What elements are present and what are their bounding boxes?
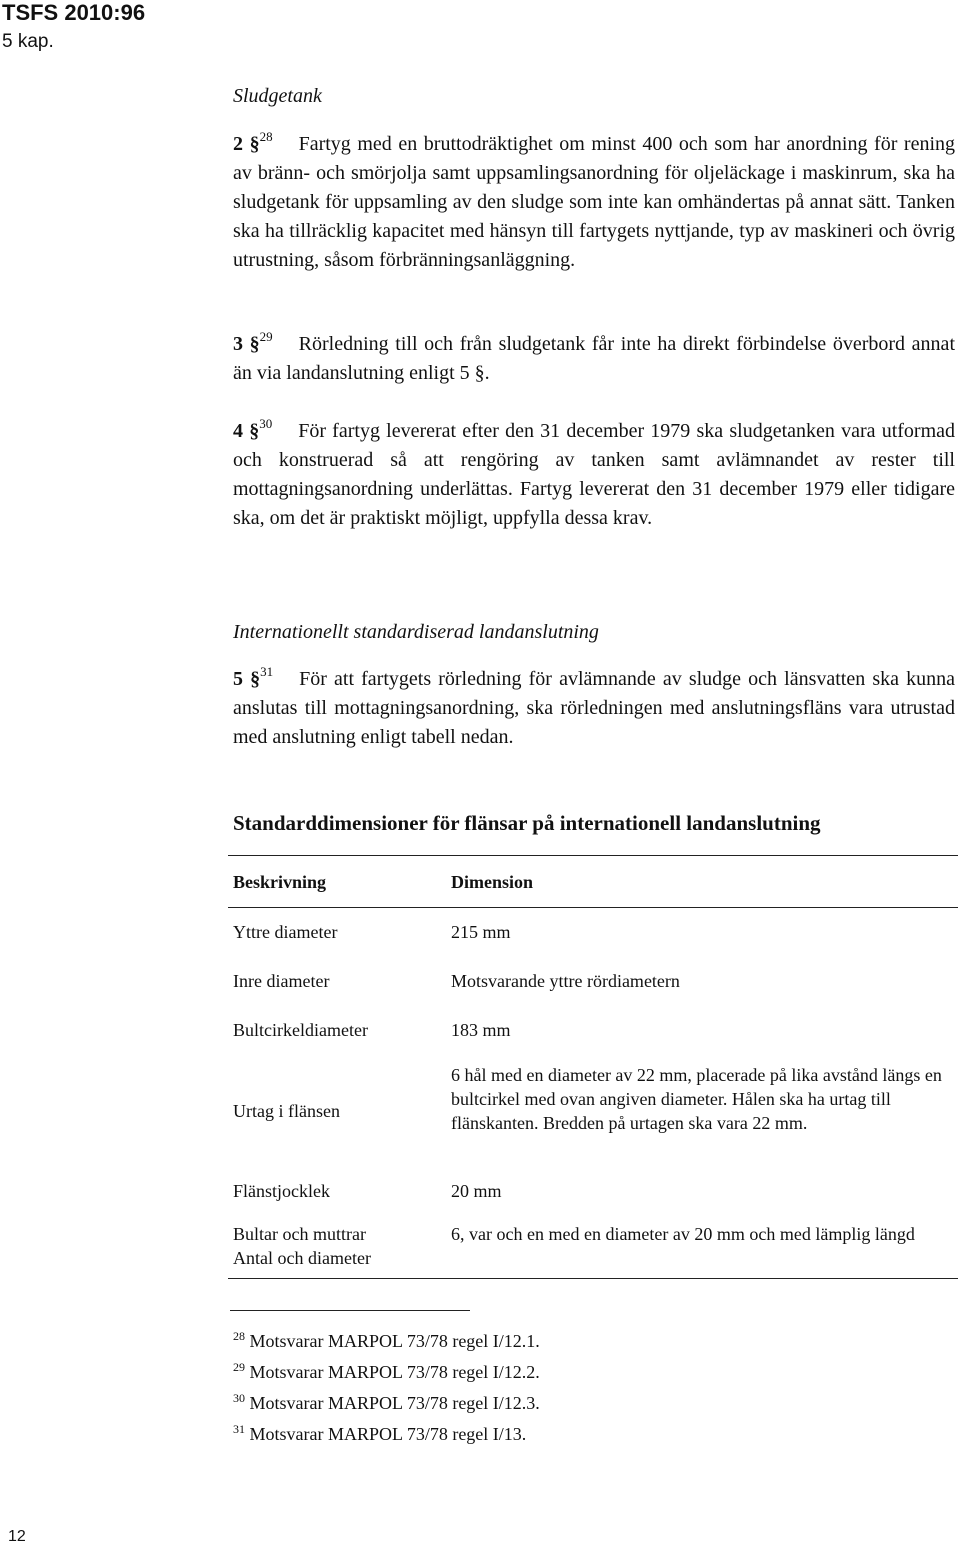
footnote [233,1329,540,1353]
table-cell-dimension: Motsvarande yttre rördiametern [451,971,680,991]
footnote-text: Motsvarar MARPOL 73/78 regel I/12.2. [249,1362,540,1382]
paragraph-number: 4 [233,420,243,442]
section-sign: § [249,133,260,155]
footnote-ref: 30 [259,416,273,431]
column-header-dimension: Dimension [451,872,534,892]
table-cell-description: Inre diameter [233,971,330,991]
paragraph-text: För att fartygets rörledning för avlämnande av sludge och länsvatten ska kunna anslutas till mottagningsanordning, ska rörledningen med anslutningsfläns vara utrustad med anslutning enligt tabell nedan. [233,668,956,748]
paragraph-text: Fartyg med en bruttodräktighet om minst 400 och som har anordning för rening av bränn- och smörjolja samt uppsamlingsanordning för oljeläckage i maskinrum, ska ha sludgetank för uppsamling av den sludge som inte kan omhändertas på annat sätt. Tanken ska ha tillräcklig kapacitet med hänsyn till fartygets nyttjande, typ av maskineri och övrig utrustning, såsom förbränningsanläggning. [233,133,956,271]
footnote [233,1391,540,1415]
footnote-number: 30 [233,1391,245,1405]
footnote [233,1422,526,1446]
table-cell-dimension: 183 mm [451,1020,511,1040]
table-cell-dimension: 6 hål med en diameter av 22 mm, placerade på lika avstånd längs en bultcirkel med ovan angiven diameter. Hålen ska ha urtag till flänskanten. Bredden på urtagen ska vara 22 mm. [451,1065,942,1133]
table-bottom-rule [228,1278,958,1279]
table-title: Standarddimensioner för flänsar på internationell landanslutning [233,811,821,835]
paragraph-5 [233,665,955,752]
paragraph-3 [233,330,955,388]
table-cell-dimension: 20 mm [451,1181,502,1201]
section-heading-sludgetank: Sludgetank [233,85,322,107]
paragraph-number: 2 [233,133,243,155]
section-sign: § [250,668,261,690]
column-header-description: Beskrivning [233,872,327,892]
footnote-text: Motsvarar MARPOL 73/78 regel I/12.3. [249,1393,540,1413]
document-title: TSFS 2010:96 [2,0,146,25]
page-number: 12 [8,1528,26,1545]
table-cell-description: Yttre diameter [233,922,338,942]
table-cell-description: Urtag i flänsen [233,1101,340,1121]
footnote-ref: 28 [259,129,273,144]
section-sign: § [249,420,260,442]
paragraph-text: För fartyg levererat efter den 31 december 1979 ska sludgetanken vara utformad och konstruerad så att rengöring av tanken samt avlämnandet av rester till mottagningsanordning underlättas. Fartyg levererat den 31 december 1979 eller tidigare ska, om det är praktiskt möjligt, uppfylla dessa krav. [233,420,956,529]
paragraph-text: Rörledning till och från sludgetank får inte ha direkt förbindelse överbord annat än via landanslutning enligt 5 §. [233,333,955,384]
table-cell-description: Flänstjocklek [233,1181,330,1201]
table-header-rule [228,907,958,908]
table-top-rule [228,855,958,856]
table-cell-dimension: 6, var och en med en diameter av 20 mm och med lämplig längd [451,1224,915,1244]
chapter-label: 5 kap. [2,31,54,52]
footnote-number: 31 [233,1422,245,1436]
footnote-text: Motsvarar MARPOL 73/78 regel I/13. [249,1424,527,1444]
footnote-ref: 29 [259,329,273,344]
paragraph-2 [233,130,955,275]
footnote [233,1360,540,1384]
section-sign: § [249,333,260,355]
table-cell-description: Bultar och muttrar Antal och diameter [233,1224,371,1268]
paragraph-4 [233,417,955,533]
paragraph-number: 5 [233,668,243,690]
footnote-separator [230,1310,470,1311]
footnote-ref: 31 [260,664,274,679]
paragraph-number: 3 [233,333,243,355]
footnote-text: Motsvarar MARPOL 73/78 regel I/12.1. [249,1331,540,1351]
section-heading-landanslutning: Internationellt standardiserad landanslutning [233,621,599,643]
footnote-number: 29 [233,1360,245,1374]
footnote-number: 28 [233,1329,245,1343]
table-cell-description: Bultcirkeldiameter [233,1020,368,1040]
table-cell-dimension: 215 mm [451,922,511,942]
